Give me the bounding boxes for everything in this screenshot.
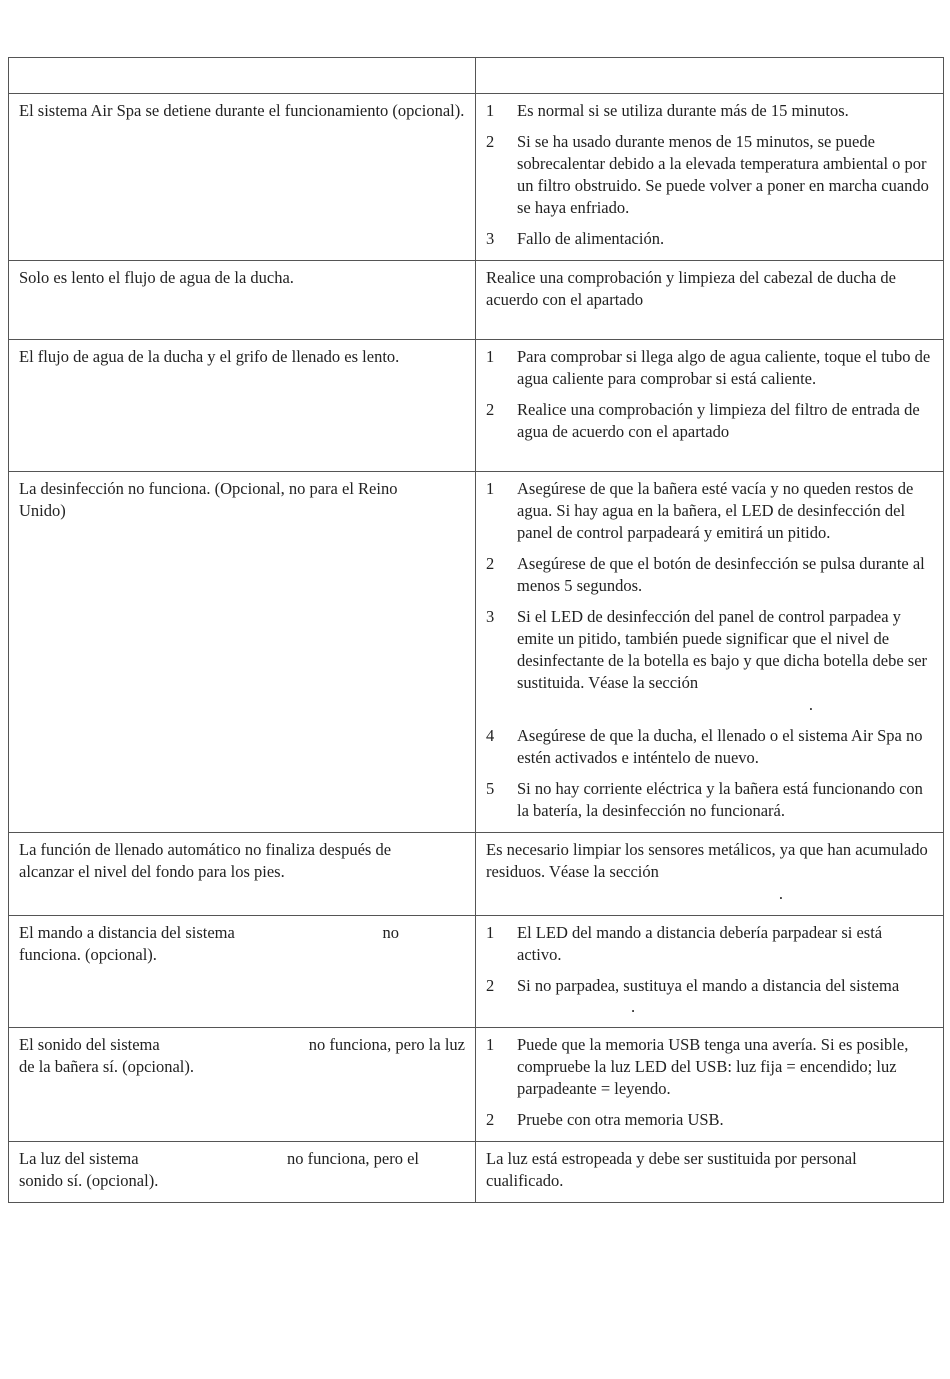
problem-text: El flujo de agua de la ducha y el grifo de llenado es lento. [19,347,400,366]
table-row [9,340,944,472]
problem-text [19,1034,465,1056]
table-row [9,94,944,261]
problem-cell [9,472,476,833]
problem-text [19,1148,419,1170]
remedy-item [486,1109,933,1131]
remedy-item [486,922,933,966]
solution-cell [476,261,944,340]
remedy-text: Asegúrese de que el botón de desinfección se pulsa durante al menos 5 segundos. [517,554,925,595]
table-row [9,833,944,916]
problem-cell [9,833,476,916]
problem-text-part: La luz del sistema [19,1149,139,1168]
remedy-number: 5 [486,779,495,798]
problem-cell [9,261,476,340]
remedy-list [486,1034,933,1131]
remedy-item [486,131,933,219]
problem-cell [9,1028,476,1142]
remedy-text: Realice una comprobación y limpieza del filtro de entrada de agua de acuerdo con el apartado [517,400,920,441]
remedy-text: Si no parpadea, sustituya el mando a distancia del sistema [517,976,900,995]
remedy-text: Si el LED de desinfección del panel de control parpadea y emite un pitido, también puede significar que el nivel de desinfectante de la botella es bajo y que dicha botella debe ser sustituida. Véase la sección [517,607,928,692]
table-row [9,1028,944,1142]
remedy-list [486,478,933,822]
remedy-text: Es normal si se utiliza durante más de 15 minutos. [517,101,849,120]
remedy-item [486,778,933,822]
table-row [9,1142,944,1203]
remedy-number: 4 [486,726,495,745]
problem-cell [9,94,476,261]
remedy-number: 2 [486,1110,495,1129]
solution-cell [476,472,944,833]
remedy-text: Asegúrese de que la bañera esté vacía y no queden restos de agua. Si hay agua en la bañera, el LED de desinfección del panel de control parpadeará y emitirá un pitido. [517,479,914,542]
problem-text-part: no [382,923,399,942]
problem-text-continued: de la bañera sí. (opcional). [19,1057,195,1076]
problem-cell [9,1142,476,1203]
remedy-number: 3 [486,607,495,626]
solution-cell [476,1142,944,1203]
problem-text: La desinfección no funciona. (Opcional, no para el Reino Unido) [19,479,398,520]
remedy-trailing-period: . [808,695,813,714]
remedy-number: 2 [486,400,495,419]
remedy-list [486,922,933,1017]
remedy-item [486,725,933,769]
problem-text-part: El sonido del sistema [19,1035,160,1054]
solution-text: Es necesario limpiar los sensores metálicos, ya que han acumulado residuos. Véase la sección [486,840,928,881]
solution-text: Realice una comprobación y limpieza del cabezal de ducha de acuerdo con el apartado [486,268,897,309]
remedy-item [486,606,933,716]
table-header-row [9,58,944,94]
remedy-item [486,399,933,443]
problem-cell [9,340,476,472]
table-row [9,916,944,1028]
troubleshooting-table [8,57,944,1203]
remedy-item [486,100,933,122]
remedy-number: 3 [486,229,495,248]
remedy-item [486,478,933,544]
problem-text-continued: funciona. (opcional). [19,945,157,964]
remedy-list [486,346,933,443]
remedy-item [486,975,933,1017]
problem-cell [9,916,476,1028]
problem-text-part: no funciona, pero la luz [308,1035,465,1054]
remedy-item [486,1034,933,1100]
problem-text: Solo es lento el flujo de agua de la ducha. [19,268,294,287]
remedy-number: 1 [486,101,495,120]
problem-text-part: El mando a distancia del sistema [19,923,235,942]
problem-text: El sistema Air Spa se detiene durante el funcionamiento (opcional). [19,101,465,120]
problem-text-part: no funciona, pero el [287,1149,419,1168]
problem-text-continued: sonido sí. (opcional). [19,1171,159,1190]
remedy-item [486,346,933,390]
remedy-number: 2 [486,554,495,573]
table-row [9,472,944,833]
remedy-number: 2 [486,976,495,995]
solution-cell [476,94,944,261]
remedy-number: 1 [486,347,495,366]
remedy-text: Si no hay corriente eléctrica y la bañera está funcionando con la batería, la desinfección no funcionará. [517,779,923,820]
remedy-text: Pruebe con otra memoria USB. [517,1110,724,1129]
remedy-item [486,553,933,597]
remedy-number: 1 [486,923,495,942]
remedy-number: 1 [486,479,495,498]
remedy-trailing-period: . [631,997,636,1016]
problem-header-cell [9,58,476,94]
solution-cell [476,1028,944,1142]
remedy-text: Asegúrese de que la ducha, el llenado o el sistema Air Spa no estén activados e inténtelo de nuevo. [517,726,923,767]
remedy-text: Fallo de alimentación. [517,229,665,248]
solution-cell [476,916,944,1028]
solution-cell [476,833,944,916]
solution-header-cell [476,58,944,94]
solution-cell [476,340,944,472]
remedy-list [486,100,933,250]
remedy-number: 2 [486,132,495,151]
remedy-number: 1 [486,1035,495,1054]
solution-text: La luz está estropeada y debe ser sustituida por personal cualificado. [486,1149,857,1190]
remedy-text: Si se ha usado durante menos de 15 minutos, se puede sobrecalentar debido a la elevada temperatura ambiental o por un filtro obstruido. Se puede volver a poner en marcha cuando se haya enfriado. [517,132,929,217]
problem-text [19,922,399,944]
remedy-item [486,228,933,250]
remedy-text: Para comprobar si llega algo de agua caliente, toque el tubo de agua caliente para comprobar si está caliente. [517,347,931,388]
remedy-text: El LED del mando a distancia debería parpadear si está activo. [517,923,883,964]
remedy-text: Puede que la memoria USB tenga una avería. Si es posible, compruebe la luz LED del USB: luz fija = encendido; luz parpadeante = leyendo. [517,1035,909,1098]
problem-text: La función de llenado automático no finaliza después de alcanzar el nivel del fondo para los pies. [19,840,392,881]
table-row [9,261,944,340]
solution-trailing-period: . [778,884,783,903]
